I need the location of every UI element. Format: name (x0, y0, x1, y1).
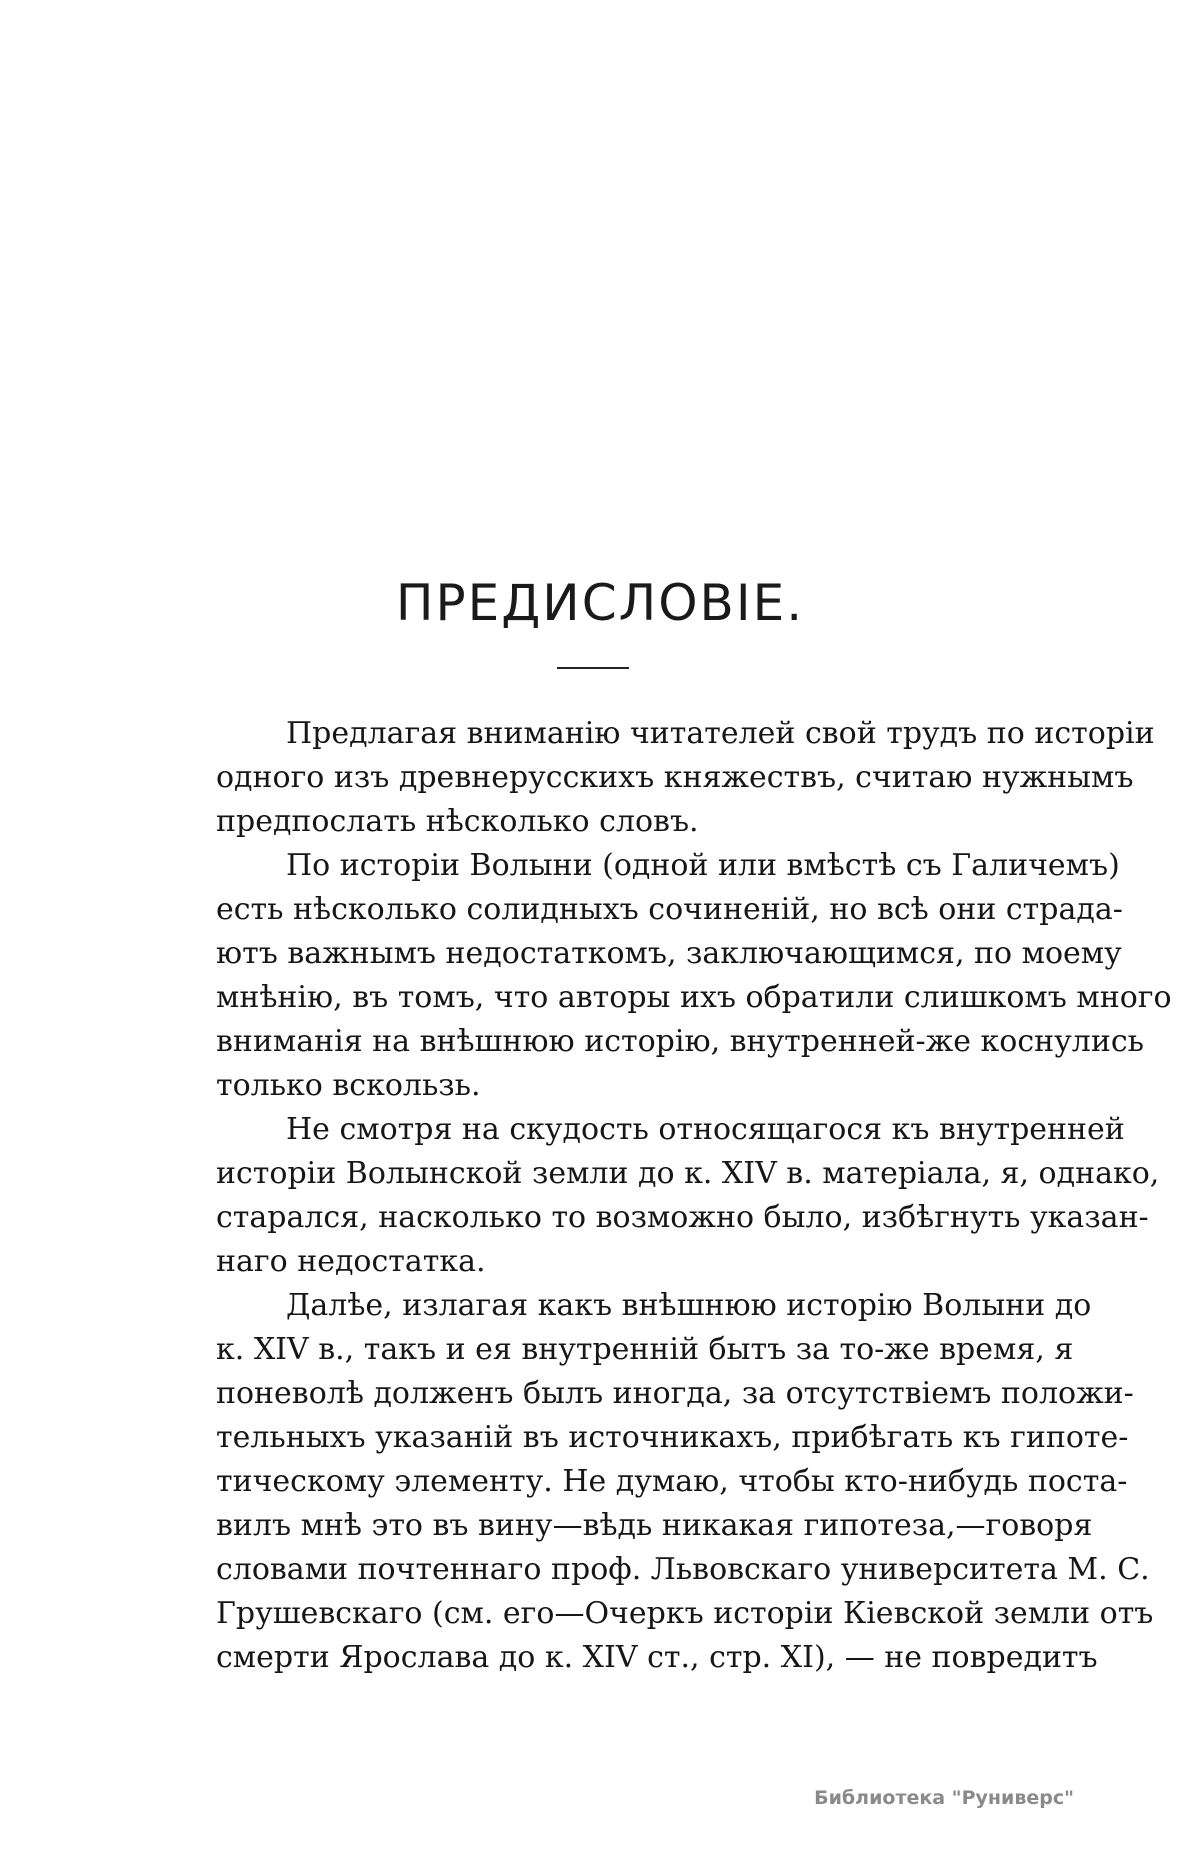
paragraph-2 (146, 844, 1172, 1108)
text-line: тельныхъ указаній въ источникахъ, прибѣгать къ гипоте- (216, 1420, 1129, 1455)
body-text (146, 712, 1172, 1680)
text-line: ютъ важнымъ недостаткомъ, заключающимся, по моему (216, 936, 1122, 971)
text-line: старался, насколько то возможно было, избѣгнуть указан- (216, 1200, 1149, 1235)
text-line: По исторіи Волыни (одной или вмѣстѣ съ Галичемъ) (286, 848, 1120, 883)
text-line: поневолѣ долженъ былъ иногда, за отсутствіемъ положи- (216, 1376, 1134, 1411)
text-line: Не смотря на скудость относящагося къ внутренней (286, 1112, 1125, 1147)
text-line: смерти Ярослава до к. XIV ст., стр. XI), — не повредитъ (216, 1640, 1098, 1675)
text-line: наго недостатка. (216, 1244, 486, 1279)
title-divider (557, 667, 629, 669)
text-line: мнѣнію, въ томъ, что авторы ихъ обратили слишкомъ много (216, 980, 1172, 1015)
library-watermark: Библиотека "Руниверс" (814, 1787, 1074, 1809)
text-line: Предлагая вниманію читателей свой трудъ по исторіи (286, 716, 1155, 751)
paragraph-3 (146, 1108, 1160, 1284)
text-line: предпослать нѣсколько словъ. (216, 804, 699, 839)
text-line: есть нѣсколько солидныхъ сочиненій, но всѣ они страда- (216, 892, 1123, 927)
paragraph-4 (146, 1284, 1154, 1680)
page-title: ПРЕДИСЛОВІЕ. (395, 574, 805, 632)
text-line: словами почтеннаго проф. Львовскаго университета М. С. (216, 1552, 1150, 1587)
paragraph-1 (146, 712, 1155, 844)
text-line: только вскользь. (216, 1068, 481, 1103)
text-line: Грушевскаго (см. его—Очеркъ исторіи Кіевской земли отъ (216, 1596, 1154, 1631)
text-line: вилъ мнѣ это въ вину—вѣдь никакая гипотеза,—говоря (216, 1508, 1093, 1543)
text-line: исторіи Волынской земли до к. XIV в. матеріала, я, однако, (216, 1156, 1160, 1191)
text-line: вниманія на внѣшнюю исторію, внутренней-же коснулись (216, 1024, 1144, 1059)
text-line: тическому элементу. Не думаю, чтобы кто-нибудь поста- (216, 1464, 1128, 1499)
text-line: Далѣе, излагая какъ внѣшнюю исторію Волыни до (286, 1288, 1092, 1323)
text-line: одного изъ древнерусскихъ княжествъ, считаю нужнымъ (216, 760, 1134, 795)
text-line: к. XIV в., такъ и ея внутренній бытъ за то-же время, я (216, 1332, 1074, 1367)
